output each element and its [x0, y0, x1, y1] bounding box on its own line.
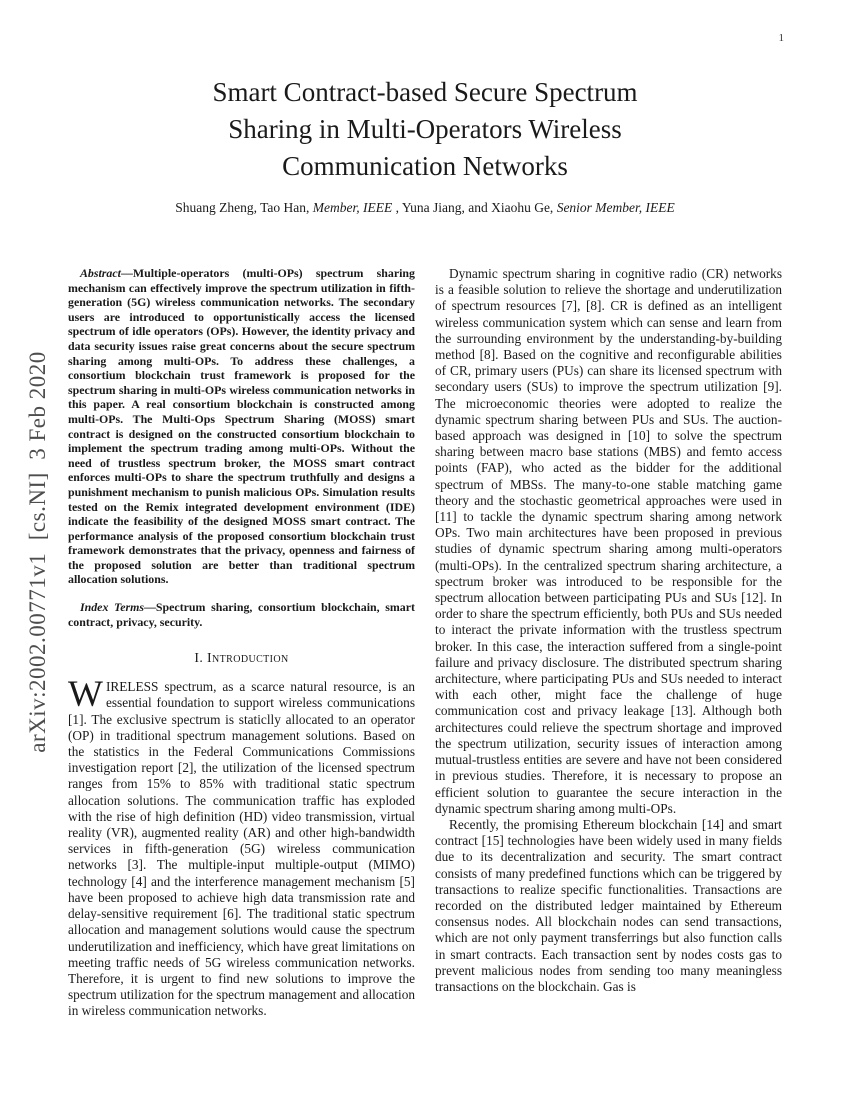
dropcap-w: W — [68, 674, 103, 716]
author-names-1: Shuang Zheng, Tao Han, — [175, 200, 313, 215]
intro-paragraph — [68, 674, 415, 1019]
section-heading-introduction: I. Introduction — [194, 650, 289, 666]
arxiv-watermark: arXiv:2002.00771v1 [cs.NI] 3 Feb 2020 — [25, 351, 50, 753]
right-column — [435, 266, 782, 1020]
index-terms-label: Index Terms — [80, 600, 145, 615]
left-column — [68, 266, 415, 1020]
title-line-2: Sharing in Multi-Operators Wireless — [228, 114, 622, 144]
member-ieee-label: Member, IEEE — [312, 200, 393, 215]
authors-line — [68, 200, 782, 216]
senior-member-ieee-label: Senior Member, IEEE — [556, 200, 675, 215]
title-line-1: Smart Contract-based Secure Spectrum — [212, 77, 638, 107]
abstract-paragraph — [68, 266, 415, 587]
author-names-2: , Yuna Jiang, and Xiaohu Ge, — [392, 200, 557, 215]
abstract-text: —Multiple-operators (multi-OPs) spectrum sharing mechanism can effectively improve the spectrum utilization in fifth-generation (5G) wireless communication networks. The secondary users are introduced to opportunistically access the licensed spectrum of idle operators (OPs). However, the identity privacy and data security issues raise great concerns about the secure spectrum sharing among multi-OPs. To address these challenges, a consortium blockchain trust framework is proposed for the spectrum sharing in multi-OPs wireless communication networks in this paper. A real consortium blockchain is constructed among multi-OPs. The Multi-Ops Spectrum Sharing (MOSS) smart contract is designed on the constructed consortium blockchain to implement the spectrum trading among multi-OPs. Without the need of trustless spectrum broker, the MOSS smart contract enforces multi-OPs to share the spectrum truthfully and designs a punishment mechanism to punish malicious OPs. Simulation results tested on the Remix integrated development environment (IDE) indicate the feasibility of the designed MOSS smart contract. The performance analysis of the proposed consortium blockchain trust framework demonstrates that the privacy, openness and fairness of the proposed solution are better than traditional spectrum allocation solutions. — [68, 266, 415, 587]
intro-first-word: IRELESS — [105, 679, 159, 695]
two-column-body — [68, 266, 782, 1020]
intro-paragraph-text: spectrum, as a scarce natural resource, is an essential foundation to support wireless communications [1]. The exclusive spectrum is staticlly allocated to an operator (OP) in traditional spectrum management solutions. Based on the statistics in the Federal Communications Commissions investigation report [2], the utilization of the licensed spectrum ranges from 15% to 85% with traditional static spectrum allocation solutions. The communication traffic has exploded with the rise of high definition (HD) video transmission, virtual reality (VR), augmented reality (AR) and other high-bandwidth services in fifth-generation (5G) wireless communication networks [3]. The multiple-input multiple-output (MIMO) technology [4] and the interference management mechanism [5] have been proposed to achieve high data transmission rate and delay-sensitive requirement [6]. The traditional static spectrum allocation and management solutions would cause the spectrum underutilization and inefficiency, which have great limitations on meeting traffic needs of 5G wireless communication networks. Therefore, it is urgent to find new solutions to improve the spectrum utilization for the spectrum management and allocation in wireless communication networks. — [68, 679, 415, 1019]
abstract-label: Abstract — [80, 266, 121, 280]
index-terms-paragraph — [68, 600, 415, 629]
index-terms-text: —Spectrum sharing, consortium blockchain, smart contract, privacy, security. — [68, 600, 415, 629]
title-line-3: Communication Networks — [282, 151, 568, 181]
right-paragraph-2: Recently, the promising Ethereum blockchain [14] and smart contract [15] technologies have been widely used in many fields due to its decentralization and security. The smart contract consists of many predefined functions which can be triggered by transactions to realize specific functionalities. Transactions are recorded on the distributed ledger maintained by Ethereum consensus nodes. All blockchain nodes can send transactions, which are not only payment transferrings but also function calls in smart contracts. Each transaction sent by nodes costs gas to prevent malicious nodes from sending too many meaningless transactions on the blockchain. Gas is — [435, 816, 782, 994]
page-number: 1 — [778, 32, 784, 44]
paper-title — [68, 74, 782, 185]
right-paragraph-1: Dynamic spectrum sharing in cognitive radio (CR) networks is a feasible solution to relieve the shortage and underutilization of spectrum resources [7], [8]. CR is defined as an intelligent wireless communication system which can sense and learn from the surrounding environment by the understanding-by-building method [8]. Based on the cognitive and reconfigurable abilities of CR, primary users (PUs) can share its licensed spectrum with secondary users (SUs) to improve the spectrum utilization [9]. The microeconomic theories were adopted to realize the dynamic spectrum sharing between PUs and SUs. The auction-based approach was designed in [10] to solve the spectrum sharing between macro base stations (MBS) and femto access points (FAP), who acted as the bidder for the additional spectrum of MBSs. The many-to-one stable matching game theory and the stochastic geometrical approaches were used in [11] to tackle the dynamic spectrum sharing among network OPs. Two main architectures have been proposed in previous studies of dynamic spectrum sharing among multi-operators (multi-OPs). In the centralized spectrum sharing architecture, a spectrum broker was introduced to be responsible for the spectrum allocation between participating PUs and SUs [12]. In order to share the spectrum efficiently, both PUs and SUs needed to interact the private information with the trustless spectrum broker. In this case, the interaction suffered from a single-point failure and privacy disclosure. The distributed spectrum sharing architecture, where participating PUs and SUs needed to interact with each other, might face the challenge of huge communication cost and privacy leakage [13]. Although both architectures could relieve the spectrum shortage and improved the spectrum utilization, security issues of interaction among mutual-trustless entities are severe and have not been considered in previous studies. Therefore, it is necessary to propose an efficient solution to guarantee the secure interaction in the dynamic spectrum sharing among multi-OPs. — [435, 266, 782, 816]
